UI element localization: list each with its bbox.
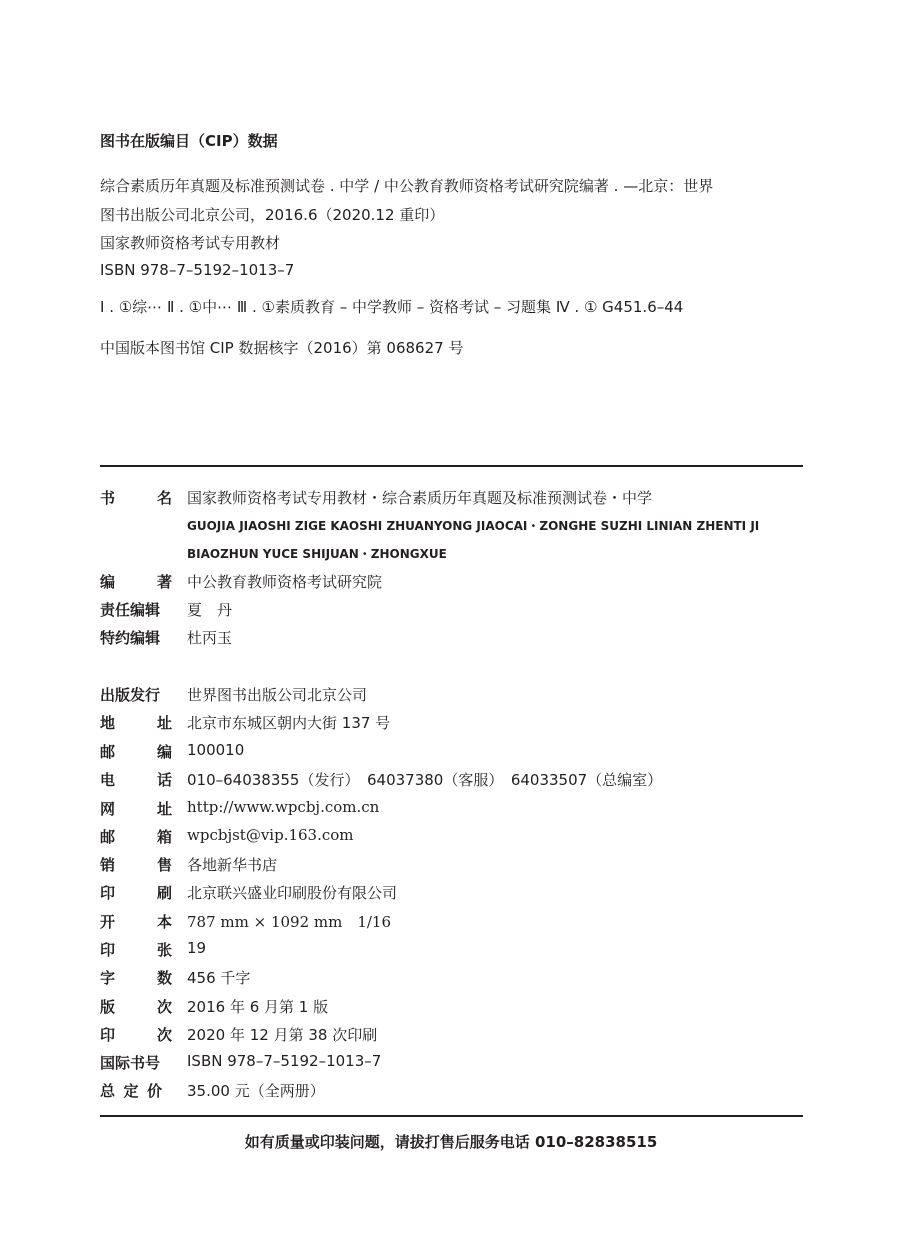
value-isbn: ISBN 978–7–5192–1013–7	[187, 1052, 382, 1070]
value-address: 北京市东城区朝内大街 137 号	[187, 714, 391, 732]
value-edition: 2016 年 6 月第 1 版	[187, 998, 329, 1016]
cip-line-6: 中国版本图书馆 CIP 数据核字（2016）第 068627 号	[100, 339, 464, 357]
value-special-editor: 杜丙玉	[187, 629, 233, 647]
bottom-divider	[100, 1115, 803, 1117]
label-printing: 印 次	[100, 1026, 172, 1044]
label-postcode: 邮 编	[100, 743, 172, 761]
cip-line-5: Ⅰ . ①综⋯ Ⅱ . ①中⋯ Ⅲ . ①素质教育 – 中学教师 – 资格考试 – 习题集 Ⅳ . ① G451.6–44	[100, 298, 684, 316]
service-hotline-note: 如有质量或印装问题，请拔打售后服务电话 010–82838515	[244, 1133, 658, 1151]
label-format: 开 本	[100, 913, 172, 931]
label-resp-editor: 责任编辑	[100, 601, 161, 619]
pinyin-line-2: BIAOZHUN YUCE SHIJUAN・ZHONGXUE	[187, 547, 447, 561]
value-words: 456 千字	[187, 969, 251, 987]
value-sheets: 19	[187, 939, 207, 957]
label-sales: 销 售	[100, 856, 172, 874]
label-book-name: 书 名	[100, 489, 172, 507]
value-printer: 北京联兴盛业印刷股份有限公司	[187, 884, 398, 902]
label-email: 邮 箱	[100, 828, 172, 846]
cip-line-3: 国家教师资格考试专用教材	[100, 234, 281, 252]
value-price: 35.00 元（全两册）	[187, 1082, 325, 1100]
value-printing: 2020 年 12 月第 38 次印刷	[187, 1026, 378, 1044]
label-edition: 版 次	[100, 998, 172, 1016]
cip-title: 图书在版编目（CIP）数据	[100, 132, 278, 150]
top-divider	[100, 465, 803, 467]
label-address: 地 址	[100, 714, 172, 732]
cip-line-4: ISBN 978–7–5192–1013–7	[100, 261, 295, 279]
value-postcode: 100010	[187, 741, 245, 759]
cip-line-2: 图书出版公司北京公司，2016.6（2020.12 重印）	[100, 206, 445, 224]
label-printer: 印 刷	[100, 884, 172, 902]
label-publisher: 出版发行	[100, 686, 161, 704]
value-resp-editor: 夏 丹	[187, 601, 233, 619]
value-book-name: 国家教师资格考试专用教材・综合素质历年真题及标准预测试卷・中学	[187, 489, 653, 507]
label-special-editor: 特约编辑	[100, 629, 161, 647]
value-publisher: 世界图书出版公司北京公司	[187, 686, 368, 704]
value-sales: 各地新华书店	[187, 856, 278, 874]
pinyin-line-1: GUOJIA JIAOSHI ZIGE KAOSHI ZHUANYONG JIAOCAI・ZONGHE SUZHI LINIAN ZHENTI JI	[187, 519, 760, 533]
label-editor: 编 著	[100, 573, 172, 591]
value-editor: 中公教育教师资格考试研究院	[187, 573, 383, 591]
label-phone: 电 话	[100, 771, 172, 789]
website-link[interactable]: http://www.wpcbj.com.cn	[187, 798, 380, 816]
label-price: 总 定 价	[100, 1082, 162, 1100]
label-sheets: 印 张	[100, 941, 172, 959]
cip-line-1: 综合素质历年真题及标准预测试卷 . 中学 / 中公教育教师资格考试研究院编著 . —北京：世界	[100, 177, 714, 195]
label-website: 网 址	[100, 800, 172, 818]
value-phone: 010–64038355（发行） 64037380（客服） 64033507（总编室）	[187, 771, 663, 789]
value-format: 787 mm × 1092 mm 1/16	[187, 913, 392, 931]
email-link[interactable]: wpcbjst@vip.163.com	[187, 826, 354, 844]
label-words: 字 数	[100, 969, 172, 987]
label-isbn: 国际书号	[100, 1054, 161, 1072]
